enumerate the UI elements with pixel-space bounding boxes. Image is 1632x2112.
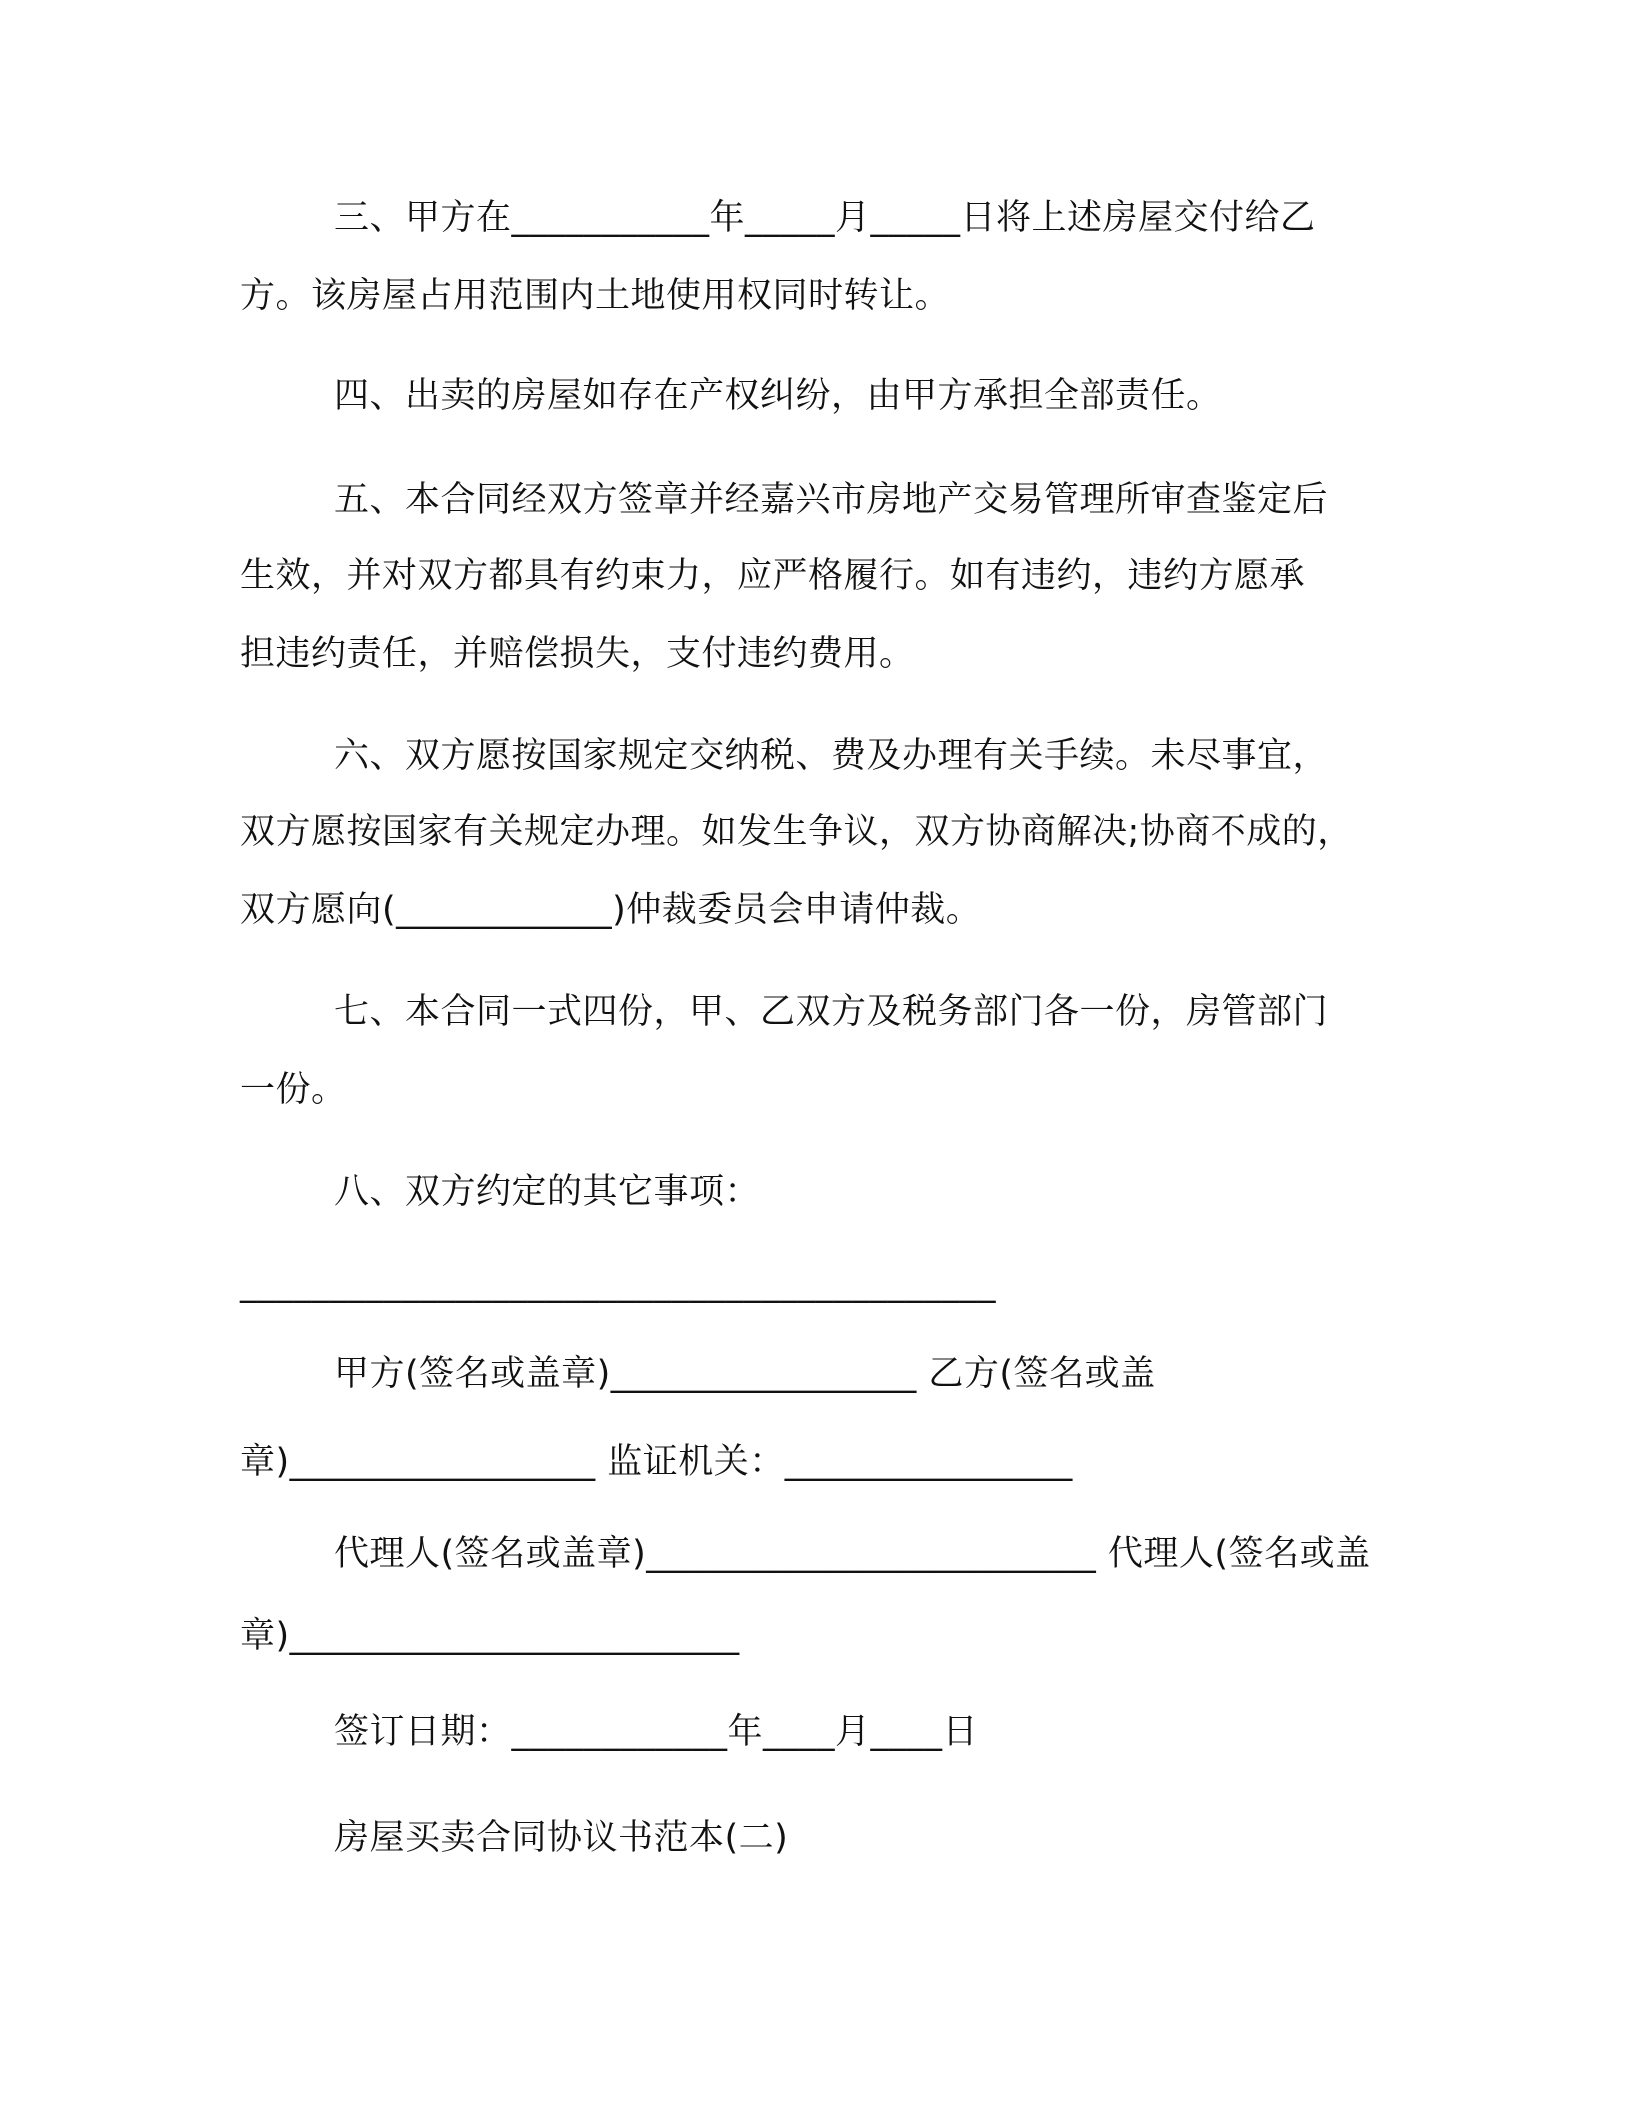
signature-party-a: 甲方(签名或盖章)_________________ 乙方(签名或盖 bbox=[334, 1354, 1156, 1394]
clause-6-line-2: 双方愿按国家有关规定办理。如发生争议，双方协商解决;协商不成的， bbox=[240, 812, 1353, 852]
clause-3-line-2: 方。该房屋占用范围内土地使用权同时转让。 bbox=[240, 276, 951, 316]
clause-7-line-1: 七、本合同一式四份，甲、乙双方及税务部门各一份，房管部门 bbox=[334, 992, 1329, 1032]
clause-5-line-2: 生效，并对双方都具有约束力，应严格履行。如有违约，违约方愿承 bbox=[240, 556, 1306, 596]
signature-agent-b: 章)_________________________ bbox=[240, 1616, 740, 1656]
clause-5-line-1: 五、本合同经双方签章并经嘉兴市房地产交易管理所审查鉴定后 bbox=[334, 480, 1329, 520]
clause-4: 四、出卖的房屋如存在产权纠纷，由甲方承担全部责任。 bbox=[334, 376, 1222, 416]
other-matters-blank: __________________________________________ bbox=[240, 1264, 996, 1304]
clause-3-line-1: 三、甲方在___________年_____月_____日将上述房屋交付给乙 bbox=[334, 198, 1316, 238]
signature-party-b-witness: 章)_________________ 监证机关：________________ bbox=[240, 1442, 1073, 1482]
signature-agent-a: 代理人(签名或盖章)_________________________ 代理人(签名或盖 bbox=[334, 1534, 1371, 1574]
clause-7-line-2: 一份。 bbox=[240, 1070, 347, 1110]
clause-8: 八、双方约定的其它事项： bbox=[334, 1172, 761, 1212]
clause-6-line-3: 双方愿向(____________)仲裁委员会申请仲裁。 bbox=[240, 890, 982, 930]
signing-date: 签订日期：____________年____月____日 bbox=[334, 1712, 979, 1752]
next-section-title: 房屋买卖合同协议书范本(二) bbox=[334, 1818, 789, 1858]
clause-5-line-3: 担违约责任，并赔偿损失，支付违约费用。 bbox=[240, 634, 915, 674]
clause-6-line-1: 六、双方愿按国家规定交纳税、费及办理有关手续。未尽事宜， bbox=[334, 736, 1329, 776]
